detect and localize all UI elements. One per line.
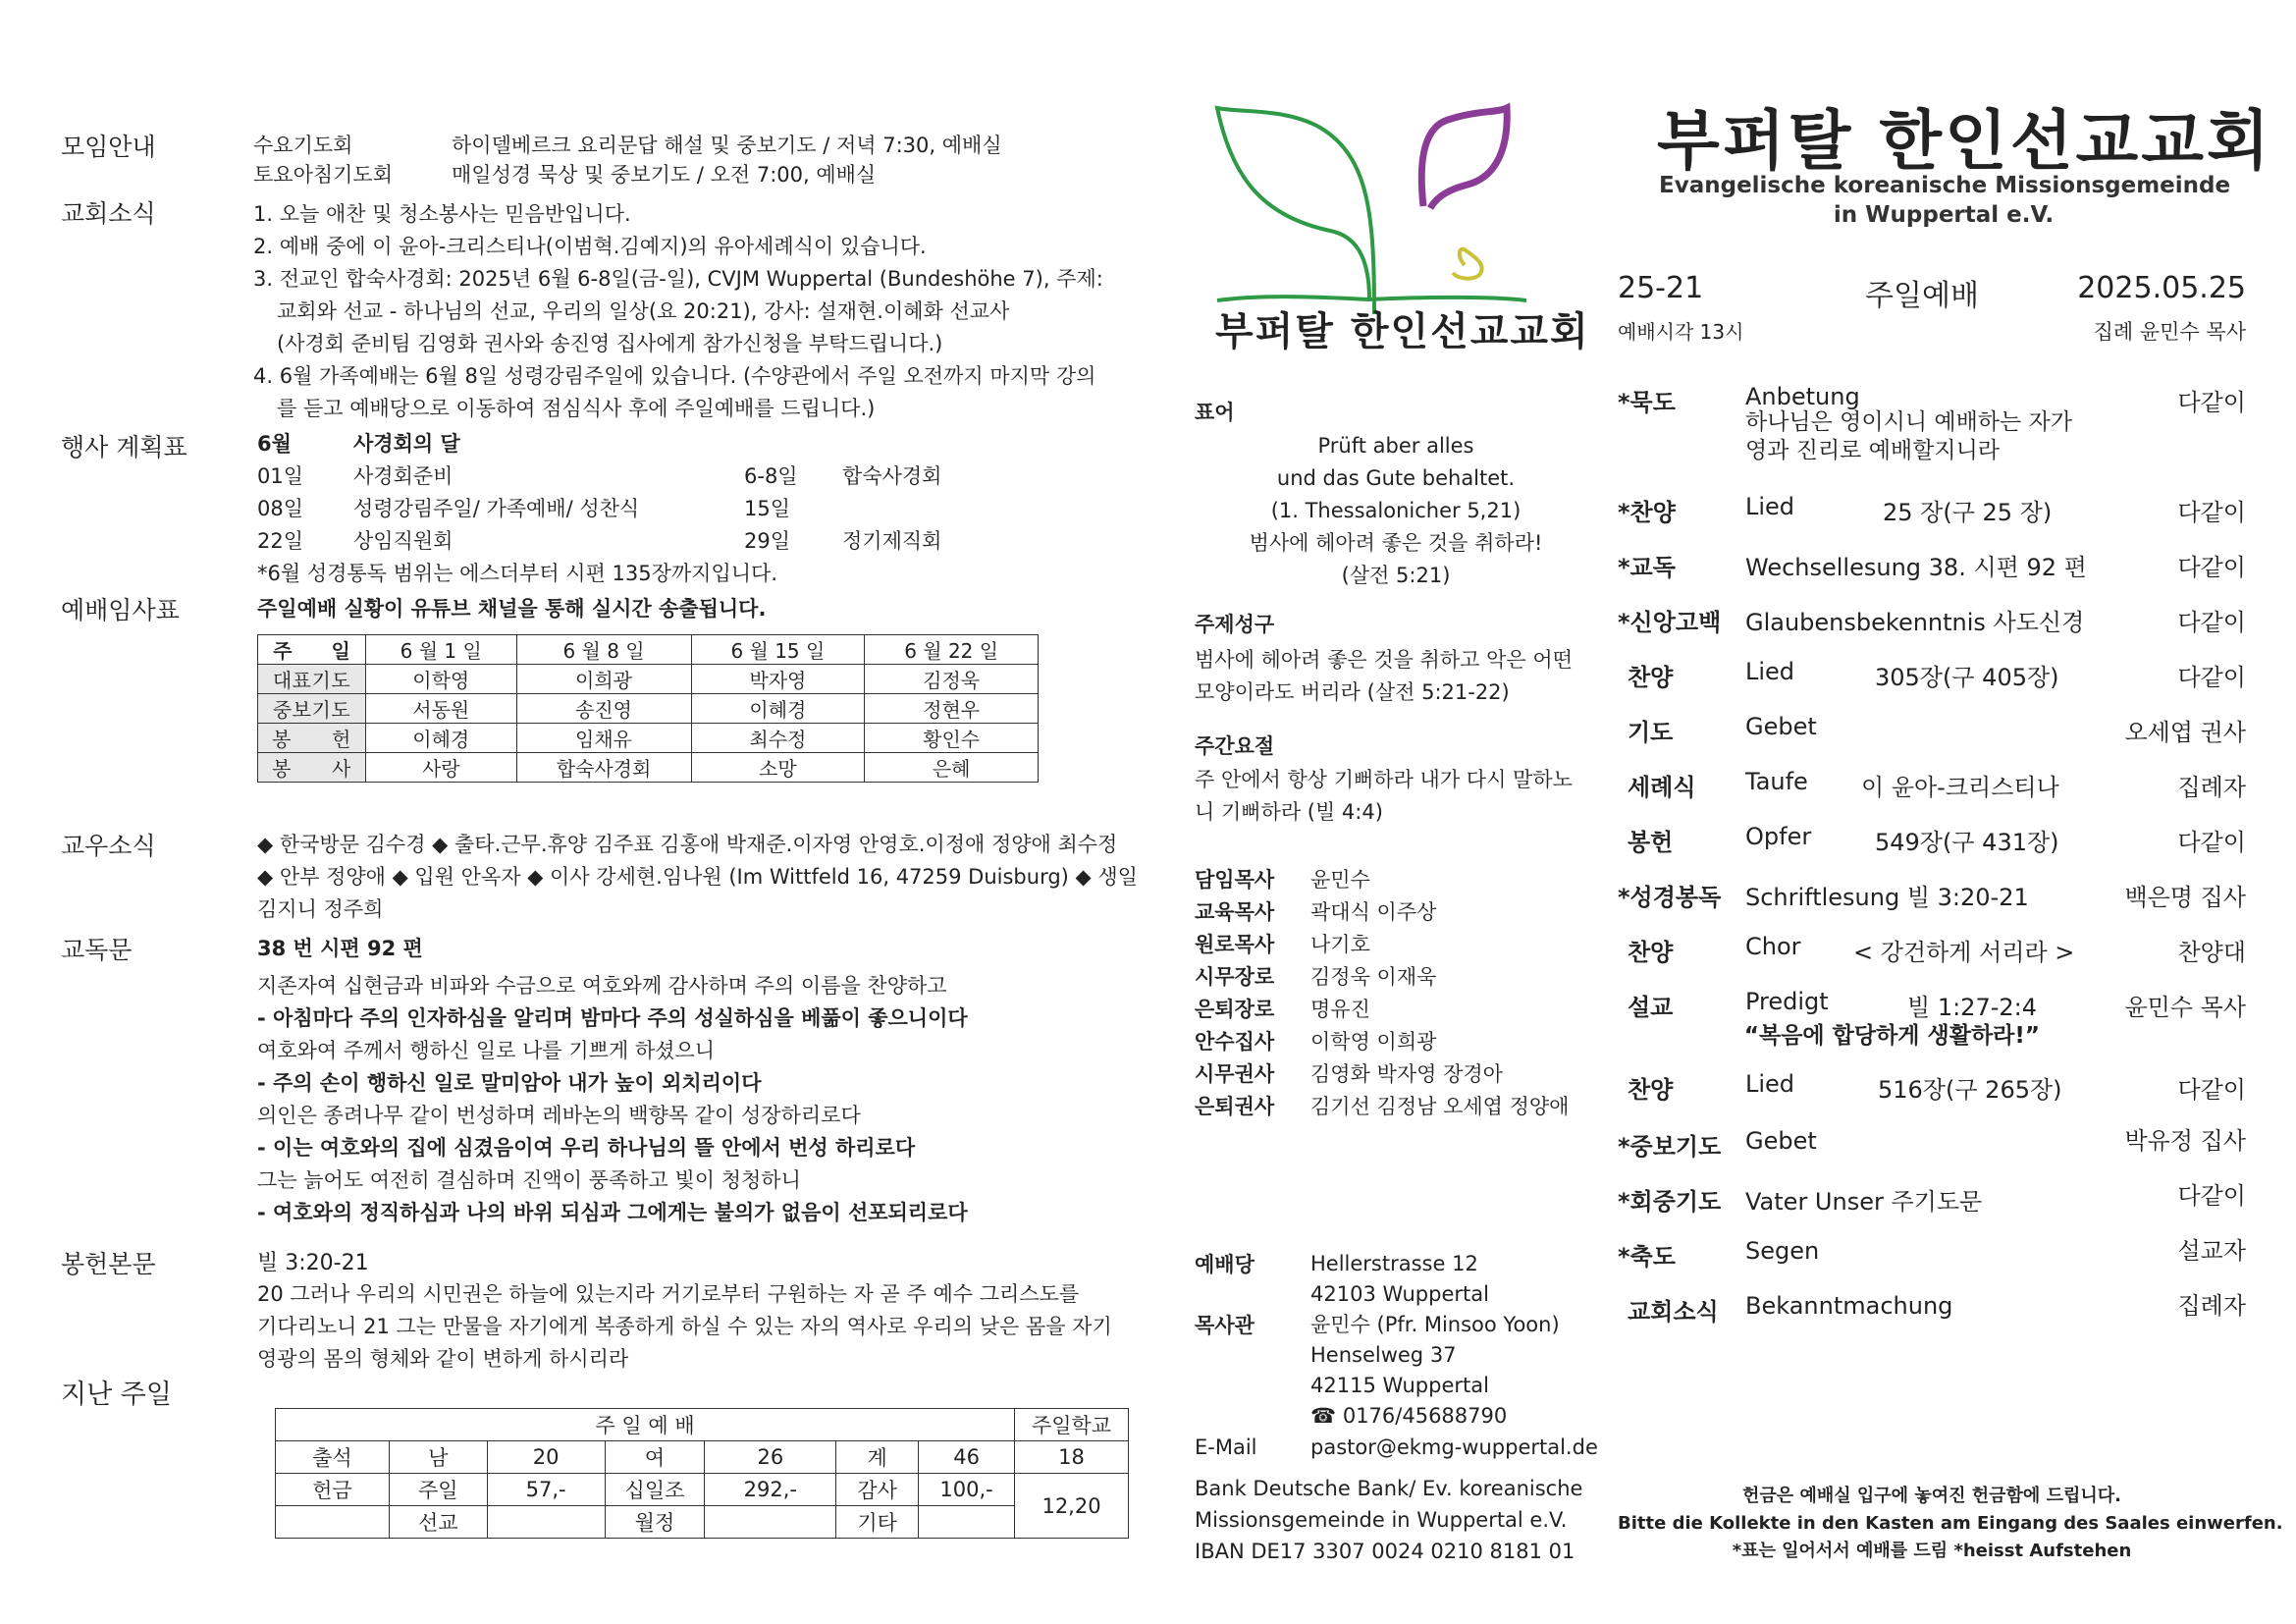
staff-role: 교육목사 — [1195, 900, 1275, 924]
order-item — [1618, 1182, 2246, 1218]
duty-cell: 사랑 — [366, 753, 517, 783]
reading-response: - 아침마다 주의 인자하심을 알리며 밤마다 주의 성실하심을 베풂이 좋으니이다 — [257, 1006, 968, 1030]
service-leader: 집례 윤민수 목사 — [2093, 320, 2246, 344]
att-cell — [705, 1506, 836, 1539]
plan-row — [257, 460, 942, 493]
plan-theme: 사경회의 달 — [353, 432, 460, 456]
duty-cell: 이희광 — [516, 665, 691, 694]
meeting-name-2: 토요아침기도회 — [253, 163, 394, 187]
plan-event: 합숙사경회 — [842, 464, 942, 488]
order-who: 다같이 — [2177, 829, 2246, 856]
staff-role: 안수집사 — [1195, 1030, 1275, 1054]
address-line: 42103 Wuppertal — [1310, 1282, 1489, 1306]
order-item — [1618, 713, 2246, 748]
attendance-header-row — [276, 1409, 1129, 1441]
news-line: 교회와 선교 - 하나님의 선교, 우리의 일상(요 20:21), 강사: 설재현.이혜화 선교사 — [277, 299, 1010, 323]
order-label: 기도 — [1628, 719, 1674, 746]
meeting-name-1: 수요기도회 — [253, 134, 353, 157]
weekly-line: 니 기뻐하라 (빌 4:4) — [1195, 800, 1383, 824]
section-title-members: 교우소식 — [61, 832, 156, 860]
duty-header-cell: 6 월 1 일 — [366, 635, 517, 665]
order-who: 다같이 — [2177, 499, 2246, 526]
plan-row — [257, 493, 791, 525]
order-label: *회중기도 — [1618, 1188, 1722, 1216]
duty-cell: 이혜경 — [691, 694, 865, 724]
order-who: 다같이 — [2177, 389, 2246, 416]
order-detail: 이 윤아-크리스티나 — [1861, 774, 2059, 801]
order-item — [1618, 878, 2246, 913]
att-cell: 주일 — [389, 1474, 487, 1506]
section-title-plan: 행사 계획표 — [61, 433, 187, 461]
news-line: 2. 예배 중에 이 윤아-크리스티나(이범혁.김예지)의 유아세례식이 있습니다. — [253, 235, 927, 258]
att-cell: 46 — [919, 1441, 1015, 1474]
email-label: E-Mail — [1195, 1435, 1257, 1459]
att-cell: 18 — [1015, 1441, 1129, 1474]
plan-month: 6월 — [257, 432, 292, 456]
manse-address — [1310, 1310, 1560, 1432]
plan-row — [257, 525, 942, 558]
order-who: 오세엽 권사 — [2124, 719, 2246, 746]
order-label: 찬양 — [1628, 664, 1674, 691]
plan-day: 29일 — [744, 529, 791, 553]
email-link[interactable]: pastor@ekmg-wuppertal.de — [1310, 1435, 1598, 1459]
motto-line: (살전 5:21) — [1341, 564, 1451, 587]
order-who: 설교자 — [2177, 1237, 2246, 1265]
members-line: 김지니 정주희 — [257, 897, 384, 921]
duty-note: 주일예배 실황이 유튜브 채널을 통해 실시간 송출됩니다. — [257, 597, 767, 621]
order-item — [1618, 1070, 2246, 1106]
att-cell: 57,- — [487, 1474, 605, 1506]
order-german: Predigt — [1745, 988, 1829, 1015]
motto-line: Prüft aber alles — [1317, 434, 1474, 458]
duty-header-cell: 6 월 8 일 — [516, 635, 691, 665]
members-line: ◆ 한국방문 김수경 ◆ 출타.근무.휴양 김주표 김홍애 박재준.이자영 안영호.이정애 정양애 최수정 — [257, 833, 1118, 856]
plan-note: *6월 성경통독 범위는 에스더부터 시편 135장까지입니다. — [257, 562, 777, 585]
att-cell: 20 — [487, 1441, 605, 1474]
duty-cell: 이학영 — [366, 665, 517, 694]
order-who: 집례자 — [2177, 1292, 2246, 1320]
duty-row — [258, 694, 1039, 724]
att-cell: 십일조 — [605, 1474, 705, 1506]
plan-day: 22일 — [257, 529, 304, 553]
order-detail: 516장(구 265장) — [1878, 1076, 2062, 1104]
order-sub-line: 영과 진리로 예배할지니라 — [1745, 438, 2001, 463]
reading-response: - 주의 손이 행하신 일로 말미암아 내가 높이 외치리이다 — [257, 1071, 762, 1095]
att-cell: 292,- — [705, 1474, 836, 1506]
attendance-row — [276, 1441, 1129, 1474]
reading-response: - 이는 여호와의 집에 심겼음이여 우리 하나님의 뜰 안에서 번성 하리로다 — [257, 1136, 916, 1160]
service-time: 예배시각 13시 — [1618, 320, 1744, 344]
address-line: Henselweg 37 — [1310, 1343, 1457, 1367]
duty-cell: 임채유 — [516, 724, 691, 753]
duty-cell: 최수정 — [691, 724, 865, 753]
order-who: 백은명 집사 — [2124, 884, 2246, 911]
order-label: *축도 — [1618, 1243, 1676, 1271]
reading-line: 여호와여 주께서 행하신 일로 나를 기쁘게 하셨으니 — [257, 1039, 716, 1062]
order-label: *신앙고백 — [1618, 609, 1722, 636]
order-detail: 25 장(구 25 장) — [1883, 499, 2053, 526]
order-german: Chor — [1745, 933, 1801, 960]
footer-line: *표는 일어서서 예배를 드림 *heisst Aufstehen — [1732, 1541, 2132, 1561]
order-label: *성경봉독 — [1618, 884, 1722, 911]
motto-line: 범사에 헤아려 좋은 것을 취하라! — [1249, 531, 1543, 555]
att-cell: 남 — [389, 1441, 487, 1474]
phone-line: ☎ 0176/45688790 — [1310, 1404, 1508, 1428]
order-who: 다같이 — [2177, 664, 2246, 691]
att-cell — [919, 1506, 1015, 1539]
duty-role: 봉 헌 — [258, 724, 366, 753]
plan-event: 성령강림주일/ 가족예배/ 성찬식 — [353, 497, 640, 520]
duty-cell: 송진영 — [516, 694, 691, 724]
order-german: Gebet — [1745, 1127, 1817, 1155]
staff-role: 담임목사 — [1195, 868, 1275, 892]
weekly-line: 주 안에서 항상 기뻐하라 내가 다시 말하노 — [1195, 768, 1573, 791]
reading-line: 지존자여 십현금과 비파와 수금으로 여호와께 감사하며 주의 이름을 찬양하고 — [257, 974, 947, 998]
order-who: 다같이 — [2177, 609, 2246, 636]
footer-line: 헌금은 예배실 입구에 놓여진 헌금함에 드립니다. — [1742, 1486, 2121, 1506]
weekly-block — [1195, 764, 1573, 829]
duty-table — [257, 634, 1039, 783]
duty-role: 대표기도 — [258, 665, 366, 694]
footer-line: Bitte die Kollekte in den Kasten am Eingang des Saales einwerfen. — [1618, 1513, 2283, 1534]
church-subtitle-2: in Wuppertal e.V. — [1833, 202, 2055, 228]
order-label: 봉헌 — [1628, 829, 1674, 856]
theme-line: 범사에 헤아려 좋은 것을 취하고 악은 어떤 — [1195, 648, 1573, 672]
order-german: Lied — [1745, 493, 1795, 520]
order-who: 박유정 집사 — [2124, 1127, 2246, 1155]
offering-line: 영광의 몸의 형체와 같이 변하게 하시리라 — [257, 1347, 629, 1371]
offering-line: 기다리노니 21 그는 만물을 자기에게 복종하게 하실 수 있는 자의 역사로 우리의 낮은 몸을 자기 — [257, 1315, 1112, 1338]
duty-cell: 김정욱 — [865, 665, 1039, 694]
news-line: 1. 오늘 애찬 및 청소봉사는 믿음반입니다. — [253, 202, 631, 226]
section-title-duty: 예배임사표 — [61, 596, 180, 624]
plan-event: 정기제직회 — [842, 529, 942, 553]
att-cell: 출석 — [276, 1441, 390, 1474]
order-detail: 305장(구 405장) — [1875, 664, 2059, 691]
order-label: *묵도 — [1618, 389, 1676, 416]
offering-ref: 빌 3:20-21 — [257, 1251, 369, 1275]
service-date: 2025.05.25 — [2077, 271, 2246, 305]
duty-row — [258, 724, 1039, 753]
order-german: Schriftlesung 빌 3:20-21 — [1745, 884, 2029, 911]
logo-text: 부퍼탈 한인선교교회 — [1215, 309, 1590, 354]
duty-cell: 정현우 — [865, 694, 1039, 724]
order-german: Anbetung — [1745, 383, 1860, 410]
duty-cell: 황인수 — [865, 724, 1039, 753]
weekly-title: 주간요절 — [1195, 734, 1275, 758]
order-label: 설교 — [1628, 994, 1674, 1021]
order-item — [1618, 1127, 2246, 1163]
reading-heading: 38 번 시편 92 편 — [257, 937, 423, 960]
order-who: 찬양대 — [2177, 939, 2246, 966]
theme-title: 주제성구 — [1195, 613, 1275, 636]
order-item — [1618, 548, 2246, 583]
sermon-title: “복음에 합당하게 생활하라!” — [1743, 1023, 2040, 1049]
order-german: Bekanntmachung — [1745, 1292, 1953, 1320]
order-detail: 빌 1:27-2:4 — [1907, 994, 2037, 1021]
order-item — [1618, 493, 2246, 528]
theme-block — [1195, 644, 1573, 709]
staff-names: 곽대식 이주상 — [1310, 900, 1437, 924]
plan-event: 사경회준비 — [353, 464, 454, 488]
order-detail: < 강건하게 서리라 > — [1853, 939, 2075, 966]
duty-header-cell: 주 일 — [258, 635, 366, 665]
order-item — [1618, 658, 2246, 693]
order-item — [1618, 933, 2246, 968]
staff-role: 은퇴장로 — [1195, 998, 1275, 1021]
order-german: Glaubensbekenntnis 사도신경 — [1745, 609, 2085, 636]
duty-role: 중보기도 — [258, 694, 366, 724]
staff-role: 원로목사 — [1195, 933, 1275, 956]
duty-row — [258, 753, 1039, 783]
address-line: 윤민수 (Pfr. Minsoo Yoon) — [1310, 1313, 1560, 1336]
order-who: 다같이 — [2177, 1182, 2246, 1210]
att-cell: 기타 — [836, 1506, 919, 1539]
order-german: Opfer — [1745, 823, 1812, 850]
worship-header: 주 일 예 배 — [276, 1409, 1015, 1441]
plan-day: 08일 — [257, 497, 304, 520]
duty-cell: 소망 — [691, 753, 865, 783]
attendance-table — [275, 1408, 1129, 1539]
section-title-last-sunday: 지난 주일 — [61, 1380, 172, 1410]
order-item — [1618, 603, 2246, 638]
school-header: 주일학교 — [1015, 1409, 1129, 1441]
staff-names: 김기선 김정남 오세엽 정양애 — [1310, 1095, 1570, 1118]
members-line: ◆ 안부 정양애 ◆ 입원 안옥자 ◆ 이사 강세현.임나원 (Im Wittfeld 16, 47259 Duisburg) ◆ 생일 — [257, 865, 1138, 889]
duty-cell: 합숙사경회 — [516, 753, 691, 783]
staff-role: 은퇴권사 — [1195, 1095, 1275, 1118]
att-cell: 26 — [705, 1441, 836, 1474]
duty-header-cell: 6 월 15 일 — [691, 635, 865, 665]
reading-line: 그는 늙어도 여전히 결심하며 진액이 풍족하고 빛이 청청하니 — [257, 1168, 801, 1192]
news-line: (사경회 준비팀 김영화 권사와 송진영 집사에게 참가신청을 부탁드립니다.) — [277, 332, 943, 355]
order-sub-line: 하나님은 영이시니 예배하는 자가 — [1745, 409, 2072, 435]
duty-role: 봉 사 — [258, 753, 366, 783]
order-label: *찬양 — [1618, 499, 1676, 526]
news-line: 를 듣고 예배당으로 이동하여 점심식사 후에 주일예배를 드립니다.) — [277, 397, 876, 420]
members-list — [257, 829, 1138, 926]
address-line: 42115 Wuppertal — [1310, 1374, 1489, 1397]
address-line: Hellerstrasse 12 — [1310, 1252, 1478, 1275]
order-item — [1618, 1237, 2246, 1272]
duty-header-row — [258, 635, 1039, 665]
order-german: Vater Unser 주기도문 — [1745, 1188, 1983, 1216]
order-item — [1618, 768, 2246, 803]
order-sub — [1745, 408, 2072, 465]
plan-day: 01일 — [257, 464, 304, 488]
att-cell: 월정 — [605, 1506, 705, 1539]
section-title-news: 교회소식 — [61, 199, 156, 228]
church-subtitle: Evangelische koreanische Missionsgemeinde — [1659, 173, 2231, 198]
duty-header-cell: 6 월 22 일 — [865, 635, 1039, 665]
order-german: Taufe — [1745, 768, 1808, 795]
motto-line: und das Gute behaltet. — [1276, 466, 1516, 490]
footer-notes — [1618, 1483, 2283, 1565]
order-label: *중보기도 — [1618, 1133, 1722, 1161]
order-item — [1618, 1292, 2246, 1327]
offering-row — [276, 1506, 1129, 1539]
offering-row — [276, 1474, 1129, 1506]
church-address — [1310, 1249, 1489, 1310]
news-line: 3. 전교인 합숙사경회: 2025년 6월 6-8일(금-일), CVJM Wuppertal (Bundeshöhe 7), 주제: — [253, 267, 1103, 291]
staff-role: 시무장로 — [1195, 965, 1275, 989]
reading-response: - 여호와의 정직하심과 나의 바위 되심과 그에게는 불의가 없음이 선포되리로다 — [257, 1201, 968, 1224]
news-list — [253, 198, 1103, 425]
order-who: 다같이 — [2177, 1076, 2246, 1104]
reading-text — [257, 970, 968, 1229]
att-cell — [276, 1506, 390, 1539]
church-address-label: 예배당 — [1195, 1253, 1255, 1276]
plan-list — [257, 460, 942, 590]
order-label: 찬양 — [1628, 939, 1674, 966]
bank-line: Missionsgemeinde in Wuppertal e.V. — [1195, 1508, 1568, 1532]
att-cell: 감사 — [836, 1474, 919, 1506]
motto-title: 표어 — [1195, 401, 1235, 424]
section-title-offering: 봉헌본문 — [61, 1250, 156, 1278]
duty-cell: 은혜 — [865, 753, 1039, 783]
staff-names: 명유진 — [1310, 998, 1370, 1021]
meeting-desc-2: 매일성경 묵상 및 중보기도 / 오전 7:00, 예배실 — [452, 163, 877, 187]
att-cell — [487, 1506, 605, 1539]
att-cell: 여 — [605, 1441, 705, 1474]
meeting-desc-1: 하이델베르크 요리문답 해설 및 중보기도 / 저녁 7:30, 예배실 — [452, 134, 1002, 157]
duty-cell: 서동원 — [366, 694, 517, 724]
att-cell: 헌금 — [276, 1474, 390, 1506]
staff-names: 김정욱 이재욱 — [1310, 965, 1437, 989]
duty-cell: 이혜경 — [366, 724, 517, 753]
staff-names: 김영화 박자영 장경아 — [1310, 1062, 1503, 1086]
plan-day: 15일 — [744, 497, 791, 520]
staff-role: 시무권사 — [1195, 1062, 1275, 1086]
staff-names: 이학영 이희광 — [1310, 1030, 1437, 1054]
order-who: 집례자 — [2177, 774, 2246, 801]
plan-day: 6-8일 — [744, 464, 798, 488]
order-label: 교회소식 — [1628, 1298, 1719, 1326]
news-line: 4. 6월 가족예배는 6월 8일 성령강림주일에 있습니다. (수양관에서 주일 오전까지 마지막 강의 — [253, 364, 1096, 388]
reading-line: 의인은 종려나무 같이 번성하며 레바논의 백향목 같이 성장하리로다 — [257, 1104, 861, 1127]
section-title-meeting: 모임안내 — [61, 133, 156, 161]
manse-address-label: 목사관 — [1195, 1314, 1255, 1337]
section-title-reading: 교독문 — [61, 936, 133, 964]
staff-names: 윤민수 — [1310, 868, 1370, 892]
bank-info — [1195, 1473, 1582, 1567]
order-who: 다같이 — [2177, 554, 2246, 581]
church-logo-icon — [1202, 69, 1526, 324]
order-german: Wechsellesung 38. 시편 92 편 — [1745, 554, 2087, 581]
offering-text — [257, 1278, 1112, 1376]
att-cell: 12,20 — [1015, 1474, 1129, 1539]
bank-line: IBAN DE17 3307 0024 0210 8181 01 — [1195, 1540, 1575, 1563]
order-german: Gebet — [1745, 713, 1817, 740]
duty-cell: 박자영 — [691, 665, 865, 694]
att-cell: 100,- — [919, 1474, 1015, 1506]
order-german: Lied — [1745, 658, 1795, 685]
order-detail: 549장(구 431장) — [1875, 829, 2059, 856]
order-german: Lied — [1745, 1070, 1795, 1098]
bank-line: Bank Deutsche Bank/ Ev. koreanische — [1195, 1477, 1583, 1500]
theme-line: 모양이라도 버리라 (살전 5:21-22) — [1195, 680, 1510, 704]
order-item — [1618, 823, 2246, 858]
service-name: 주일예배 — [1865, 279, 1979, 313]
bulletin-number: 25-21 — [1618, 271, 1704, 305]
staff-names: 나기호 — [1310, 933, 1370, 956]
offering-line: 20 그러나 우리의 시민권은 하늘에 있는지라 거기로부터 구원하는 자 곧 주 예수 그리스도를 — [257, 1282, 1080, 1306]
church-title: 부퍼탈 한인선교교회 — [1657, 103, 2272, 179]
att-cell: 선교 — [389, 1506, 487, 1539]
motto-block — [1195, 430, 1597, 592]
order-label: 세례식 — [1628, 774, 1696, 801]
order-german: Segen — [1745, 1237, 1820, 1265]
duty-row — [258, 665, 1039, 694]
order-label: 찬양 — [1628, 1076, 1674, 1104]
order-who: 윤민수 목사 — [2124, 994, 2246, 1021]
att-cell: 계 — [836, 1441, 919, 1474]
order-label: *교독 — [1618, 554, 1676, 581]
plan-event: 상임직원회 — [353, 529, 454, 553]
motto-line: (1. Thessalonicher 5,21) — [1270, 499, 1522, 522]
